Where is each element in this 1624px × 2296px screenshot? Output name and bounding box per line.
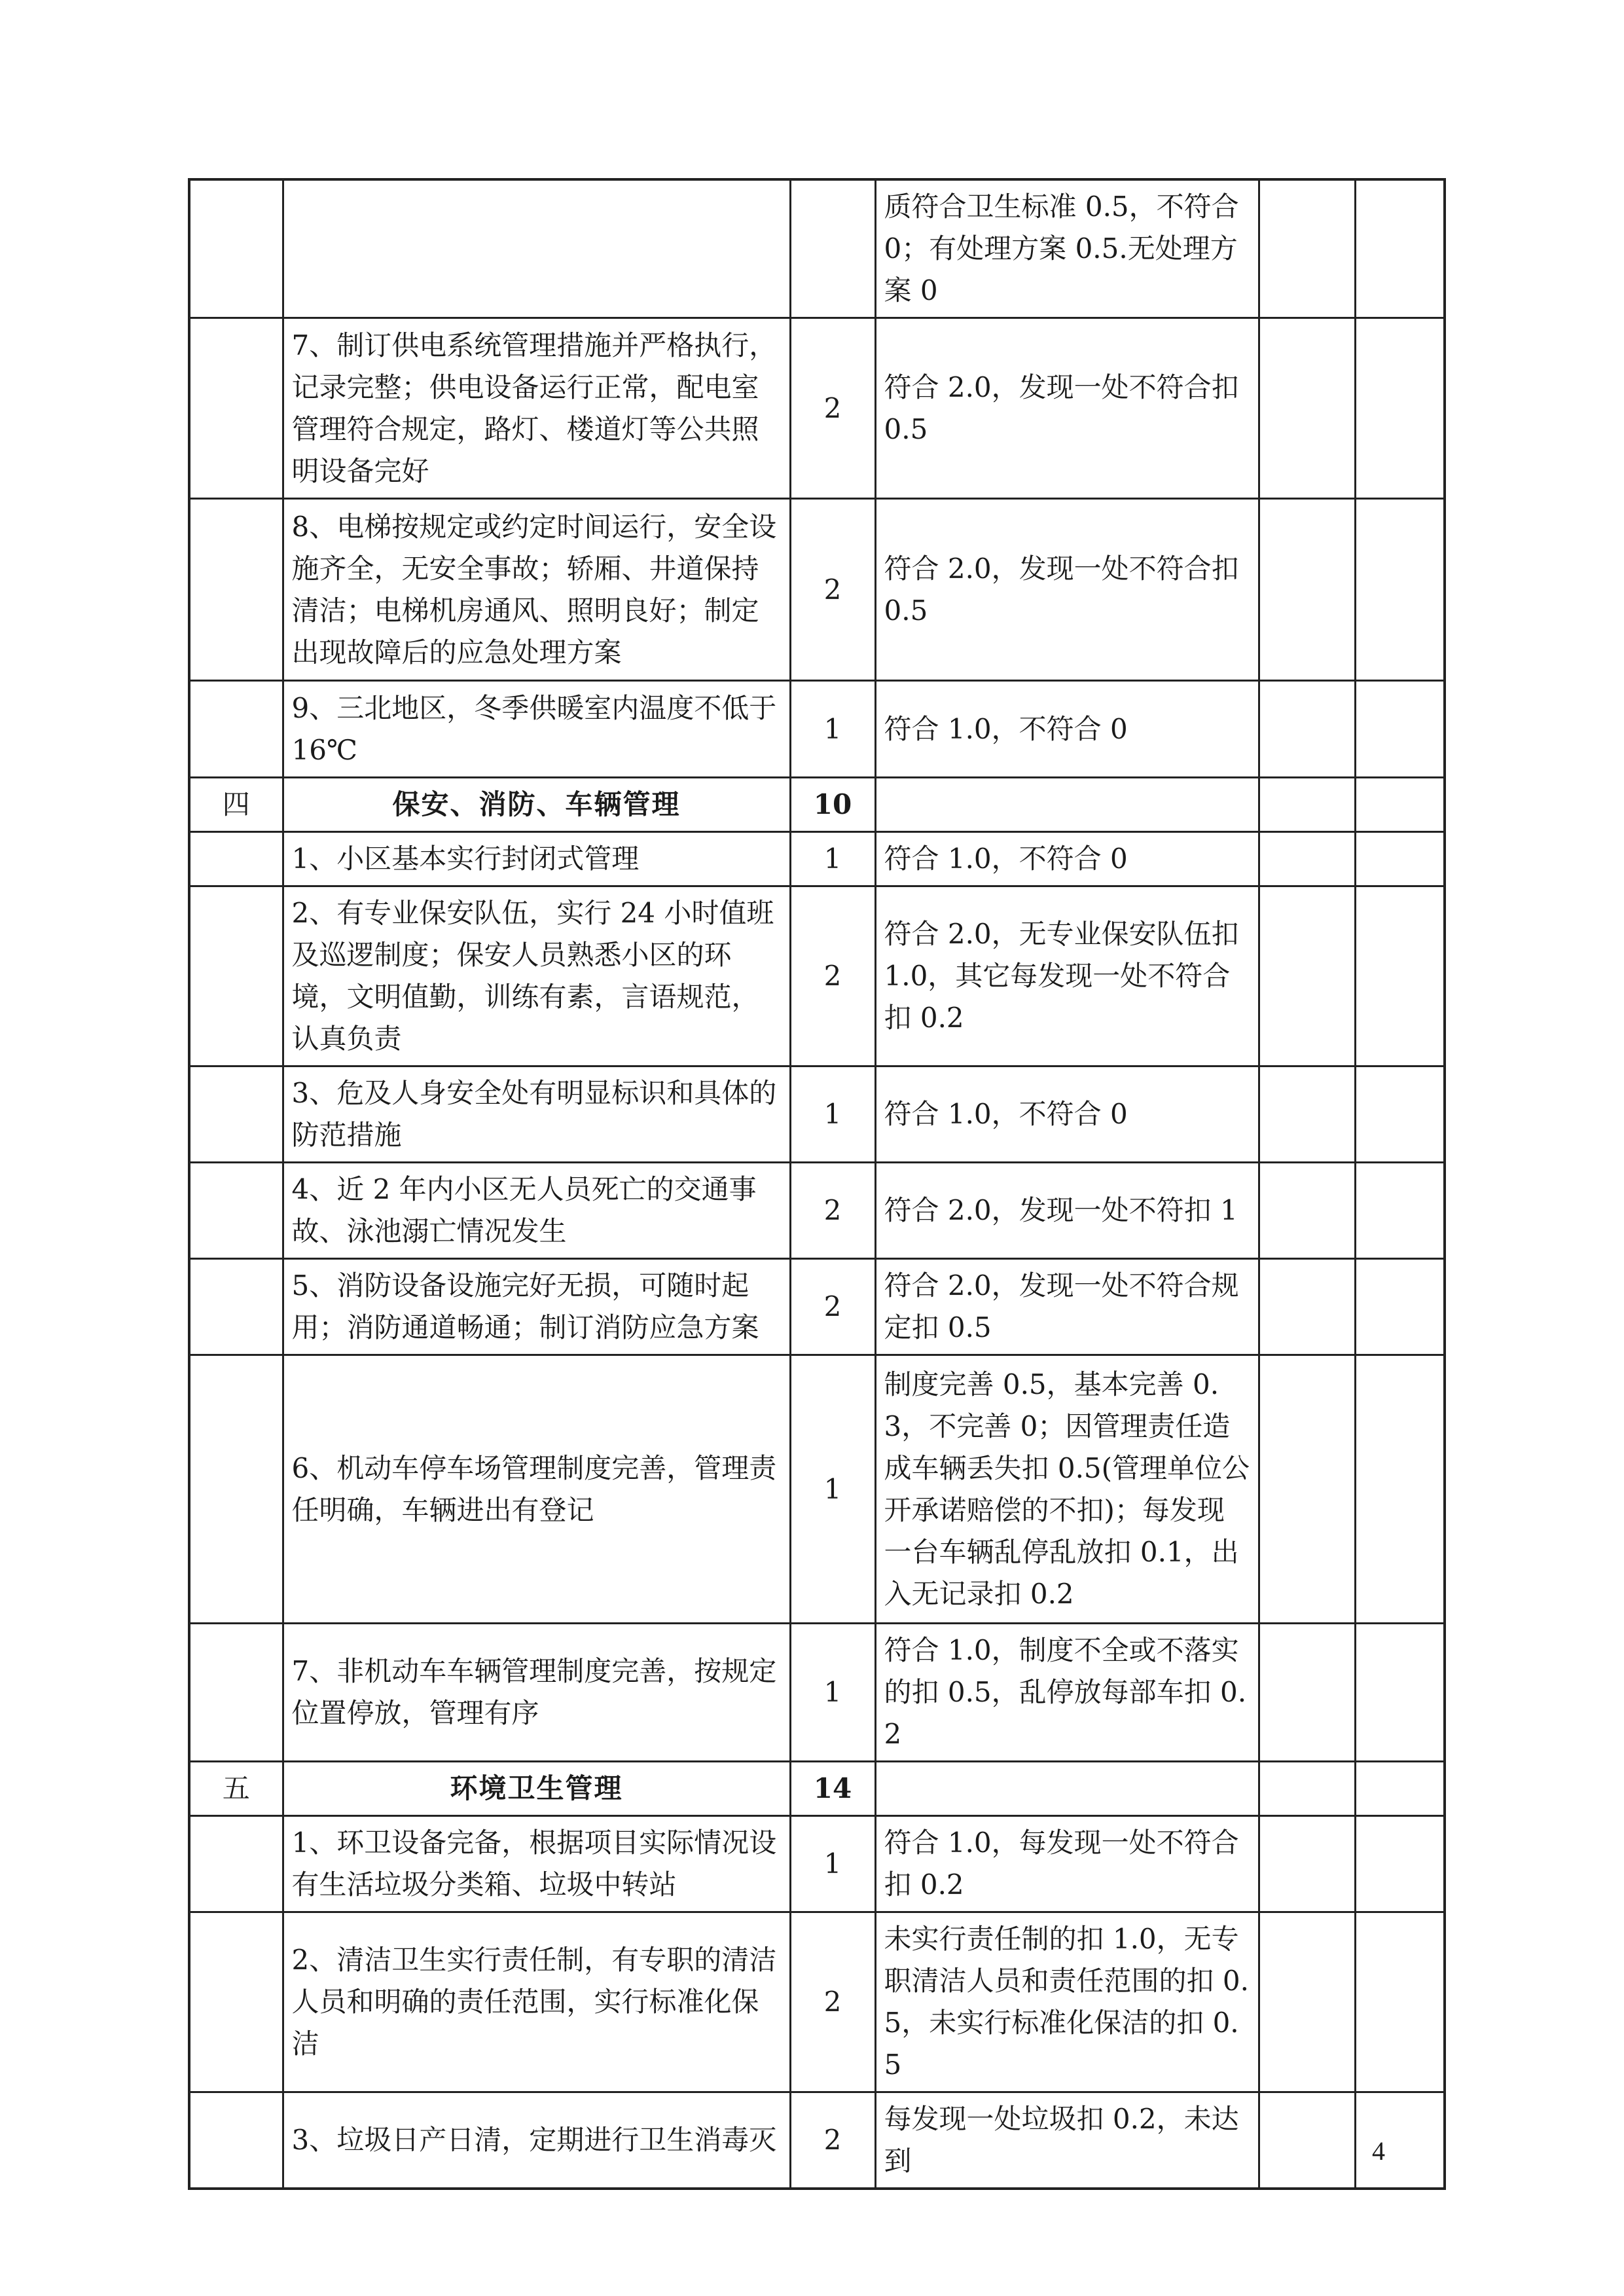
- blank-cell: [1259, 1912, 1355, 2092]
- blank-cell: [1259, 2092, 1355, 2189]
- standard-cell: 未实行责任制的扣 1.0，无专职清洁人员和责任范围的扣 0.5，未实行标准化保洁的扣 0.5: [875, 1912, 1259, 2092]
- section-number-cell: [189, 1816, 283, 1912]
- blank-cell: [1355, 2092, 1445, 2189]
- blank-cell: [1355, 886, 1445, 1066]
- blank-cell: [1355, 1163, 1445, 1259]
- standard-cell: 符合 2.0，无专业保安队伍扣 1.0，其它每发现一处不符合扣 0.2: [875, 886, 1259, 1066]
- section-number-cell: [189, 1163, 283, 1259]
- table-row: [189, 1355, 1445, 1624]
- standard-cell: 符合 2.0，发现一处不符扣 1: [875, 1163, 1259, 1259]
- blank-cell: [1259, 681, 1355, 778]
- score-cell: 14: [790, 1762, 875, 1816]
- item-cell: 环境卫生管理: [283, 1762, 790, 1816]
- blank-cell: [1355, 1355, 1445, 1624]
- item-cell: 6、机动车停车场管理制度完善，管理责任明确，车辆进出有登记: [283, 1355, 790, 1624]
- blank-cell: [1355, 681, 1445, 778]
- blank-cell: [1259, 179, 1355, 318]
- section-number-cell: [189, 2092, 283, 2189]
- score-cell: 2: [790, 499, 875, 681]
- section-header-row: [189, 1762, 1445, 1816]
- blank-cell: [1259, 832, 1355, 886]
- item-cell: 1、环卫设备完备，根据项目实际情况设有生活垃圾分类箱、垃圾中转站: [283, 1816, 790, 1912]
- section-number-cell: [189, 179, 283, 318]
- table-row: [189, 1163, 1445, 1259]
- blank-cell: [1355, 1816, 1445, 1912]
- blank-cell: [1259, 1355, 1355, 1624]
- blank-cell: [1259, 778, 1355, 832]
- blank-cell: [1355, 499, 1445, 681]
- section-number-cell: [189, 1066, 283, 1163]
- standard-cell: 符合 1.0，制度不全或不落实的扣 0.5，乱停放每部车扣 0.2: [875, 1624, 1259, 1762]
- blank-cell: [1355, 179, 1445, 318]
- score-cell: 2: [790, 886, 875, 1066]
- section-number-cell: [189, 1355, 283, 1624]
- item-cell: 7、制订供电系统管理措施并严格执行，记录完整；供电设备运行正常，配电室管理符合规定，路灯、楼道灯等公共照明设备完好: [283, 318, 790, 499]
- item-cell: 1、小区基本实行封闭式管理: [283, 832, 790, 886]
- table-row: [189, 499, 1445, 681]
- item-cell: 4、近 2 年内小区无人员死亡的交通事故、泳池溺亡情况发生: [283, 1163, 790, 1259]
- standard-cell: 制度完善 0.5，基本完善 0.3，不完善 0；因管理责任造成车辆丢失扣 0.5(管理单位公开承诺赔偿的不扣)；每发现一台车辆乱停乱放扣 0.1，出入无记录扣 0.2: [875, 1355, 1259, 1624]
- score-cell: 2: [790, 318, 875, 499]
- score-cell: 1: [790, 1066, 875, 1163]
- item-cell: [283, 179, 790, 318]
- table-row: [189, 681, 1445, 778]
- section-number-cell: [189, 832, 283, 886]
- standard-cell: 符合 1.0，不符合 0: [875, 1066, 1259, 1163]
- blank-cell: [1355, 778, 1445, 832]
- table-row: [189, 318, 1445, 499]
- item-cell: 3、垃圾日产日清，定期进行卫生消毒灭: [283, 2092, 790, 2189]
- blank-cell: [1355, 1066, 1445, 1163]
- score-cell: 10: [790, 778, 875, 832]
- standard-cell: 符合 2.0，发现一处不符合扣 0.5: [875, 499, 1259, 681]
- blank-cell: [1259, 886, 1355, 1066]
- section-number-cell: [189, 1912, 283, 2092]
- standard-cell: 符合 2.0，发现一处不符合扣 0.5: [875, 318, 1259, 499]
- blank-cell: [1259, 1624, 1355, 1762]
- item-cell: 9、三北地区，冬季供暖室内温度不低于 16℃: [283, 681, 790, 778]
- score-cell: 1: [790, 1355, 875, 1624]
- blank-cell: [1355, 1762, 1445, 1816]
- blank-cell: [1259, 1259, 1355, 1355]
- item-cell: 5、消防设备设施完好无损，可随时起用；消防通道畅通；制订消防应急方案: [283, 1259, 790, 1355]
- score-cell: 1: [790, 681, 875, 778]
- blank-cell: [1259, 1816, 1355, 1912]
- score-cell: 1: [790, 1816, 875, 1912]
- table-row: [189, 832, 1445, 886]
- standard-cell: 质符合卫生标准 0.5，不符合 0；有处理方案 0.5.无处理方案 0: [875, 179, 1259, 318]
- item-cell: 2、有专业保安队伍，实行 24 小时值班及巡逻制度；保安人员熟悉小区的环境，文明值勤，训练有素，言语规范，认真负责: [283, 886, 790, 1066]
- score-cell: 2: [790, 2092, 875, 2189]
- score-cell: [790, 179, 875, 318]
- score-cell: 1: [790, 832, 875, 886]
- table-row: [189, 1816, 1445, 1912]
- section-number-cell: 五: [189, 1762, 283, 1816]
- standard-cell: 符合 2.0，发现一处不符合规定扣 0.5: [875, 1259, 1259, 1355]
- blank-cell: [1355, 1259, 1445, 1355]
- blank-cell: [1355, 318, 1445, 499]
- blank-cell: [1355, 1624, 1445, 1762]
- standard-cell: [875, 1762, 1259, 1816]
- item-cell: 8、电梯按规定或约定时间运行，安全设施齐全，无安全事故；轿厢、井道保持清洁；电梯机房通风、照明良好；制定出现故障后的应急处理方案: [283, 499, 790, 681]
- section-number-cell: [189, 886, 283, 1066]
- table-row: [189, 1259, 1445, 1355]
- score-cell: 2: [790, 1259, 875, 1355]
- standard-cell: 符合 1.0，不符合 0: [875, 832, 1259, 886]
- table-row: [189, 886, 1445, 1066]
- item-cell: 2、清洁卫生实行责任制，有专职的清洁人员和明确的责任范围，实行标准化保洁: [283, 1912, 790, 2092]
- item-cell: 保安、消防、车辆管理: [283, 778, 790, 832]
- section-number-cell: [189, 318, 283, 499]
- item-cell: 7、非机动车车辆管理制度完善，按规定位置停放，管理有序: [283, 1624, 790, 1762]
- section-number-cell: [189, 1624, 283, 1762]
- table-row: [189, 2092, 1445, 2189]
- blank-cell: [1355, 1912, 1445, 2092]
- standard-cell: 符合 1.0，不符合 0: [875, 681, 1259, 778]
- table-row: [189, 179, 1445, 318]
- page-number: 4: [1372, 2136, 1385, 2166]
- standard-cell: [875, 778, 1259, 832]
- table-row: [189, 1066, 1445, 1163]
- score-cell: 2: [790, 1163, 875, 1259]
- item-cell: 3、危及人身安全处有明显标识和具体的防范措施: [283, 1066, 790, 1163]
- blank-cell: [1355, 832, 1445, 886]
- blank-cell: [1259, 1066, 1355, 1163]
- section-number-cell: [189, 499, 283, 681]
- score-cell: 1: [790, 1624, 875, 1762]
- section-header-row: [189, 778, 1445, 832]
- scoring-table: [188, 178, 1446, 2190]
- blank-cell: [1259, 499, 1355, 681]
- blank-cell: [1259, 1163, 1355, 1259]
- section-number-cell: 四: [189, 778, 283, 832]
- standard-cell: 符合 1.0，每发现一处不符合扣 0.2: [875, 1816, 1259, 1912]
- table-row: [189, 1624, 1445, 1762]
- table-body: [189, 179, 1445, 2189]
- section-number-cell: [189, 681, 283, 778]
- blank-cell: [1259, 318, 1355, 499]
- section-number-cell: [189, 1259, 283, 1355]
- table-row: [189, 1912, 1445, 2092]
- score-cell: 2: [790, 1912, 875, 2092]
- standard-cell: 每发现一处垃圾扣 0.2，未达到: [875, 2092, 1259, 2189]
- blank-cell: [1259, 1762, 1355, 1816]
